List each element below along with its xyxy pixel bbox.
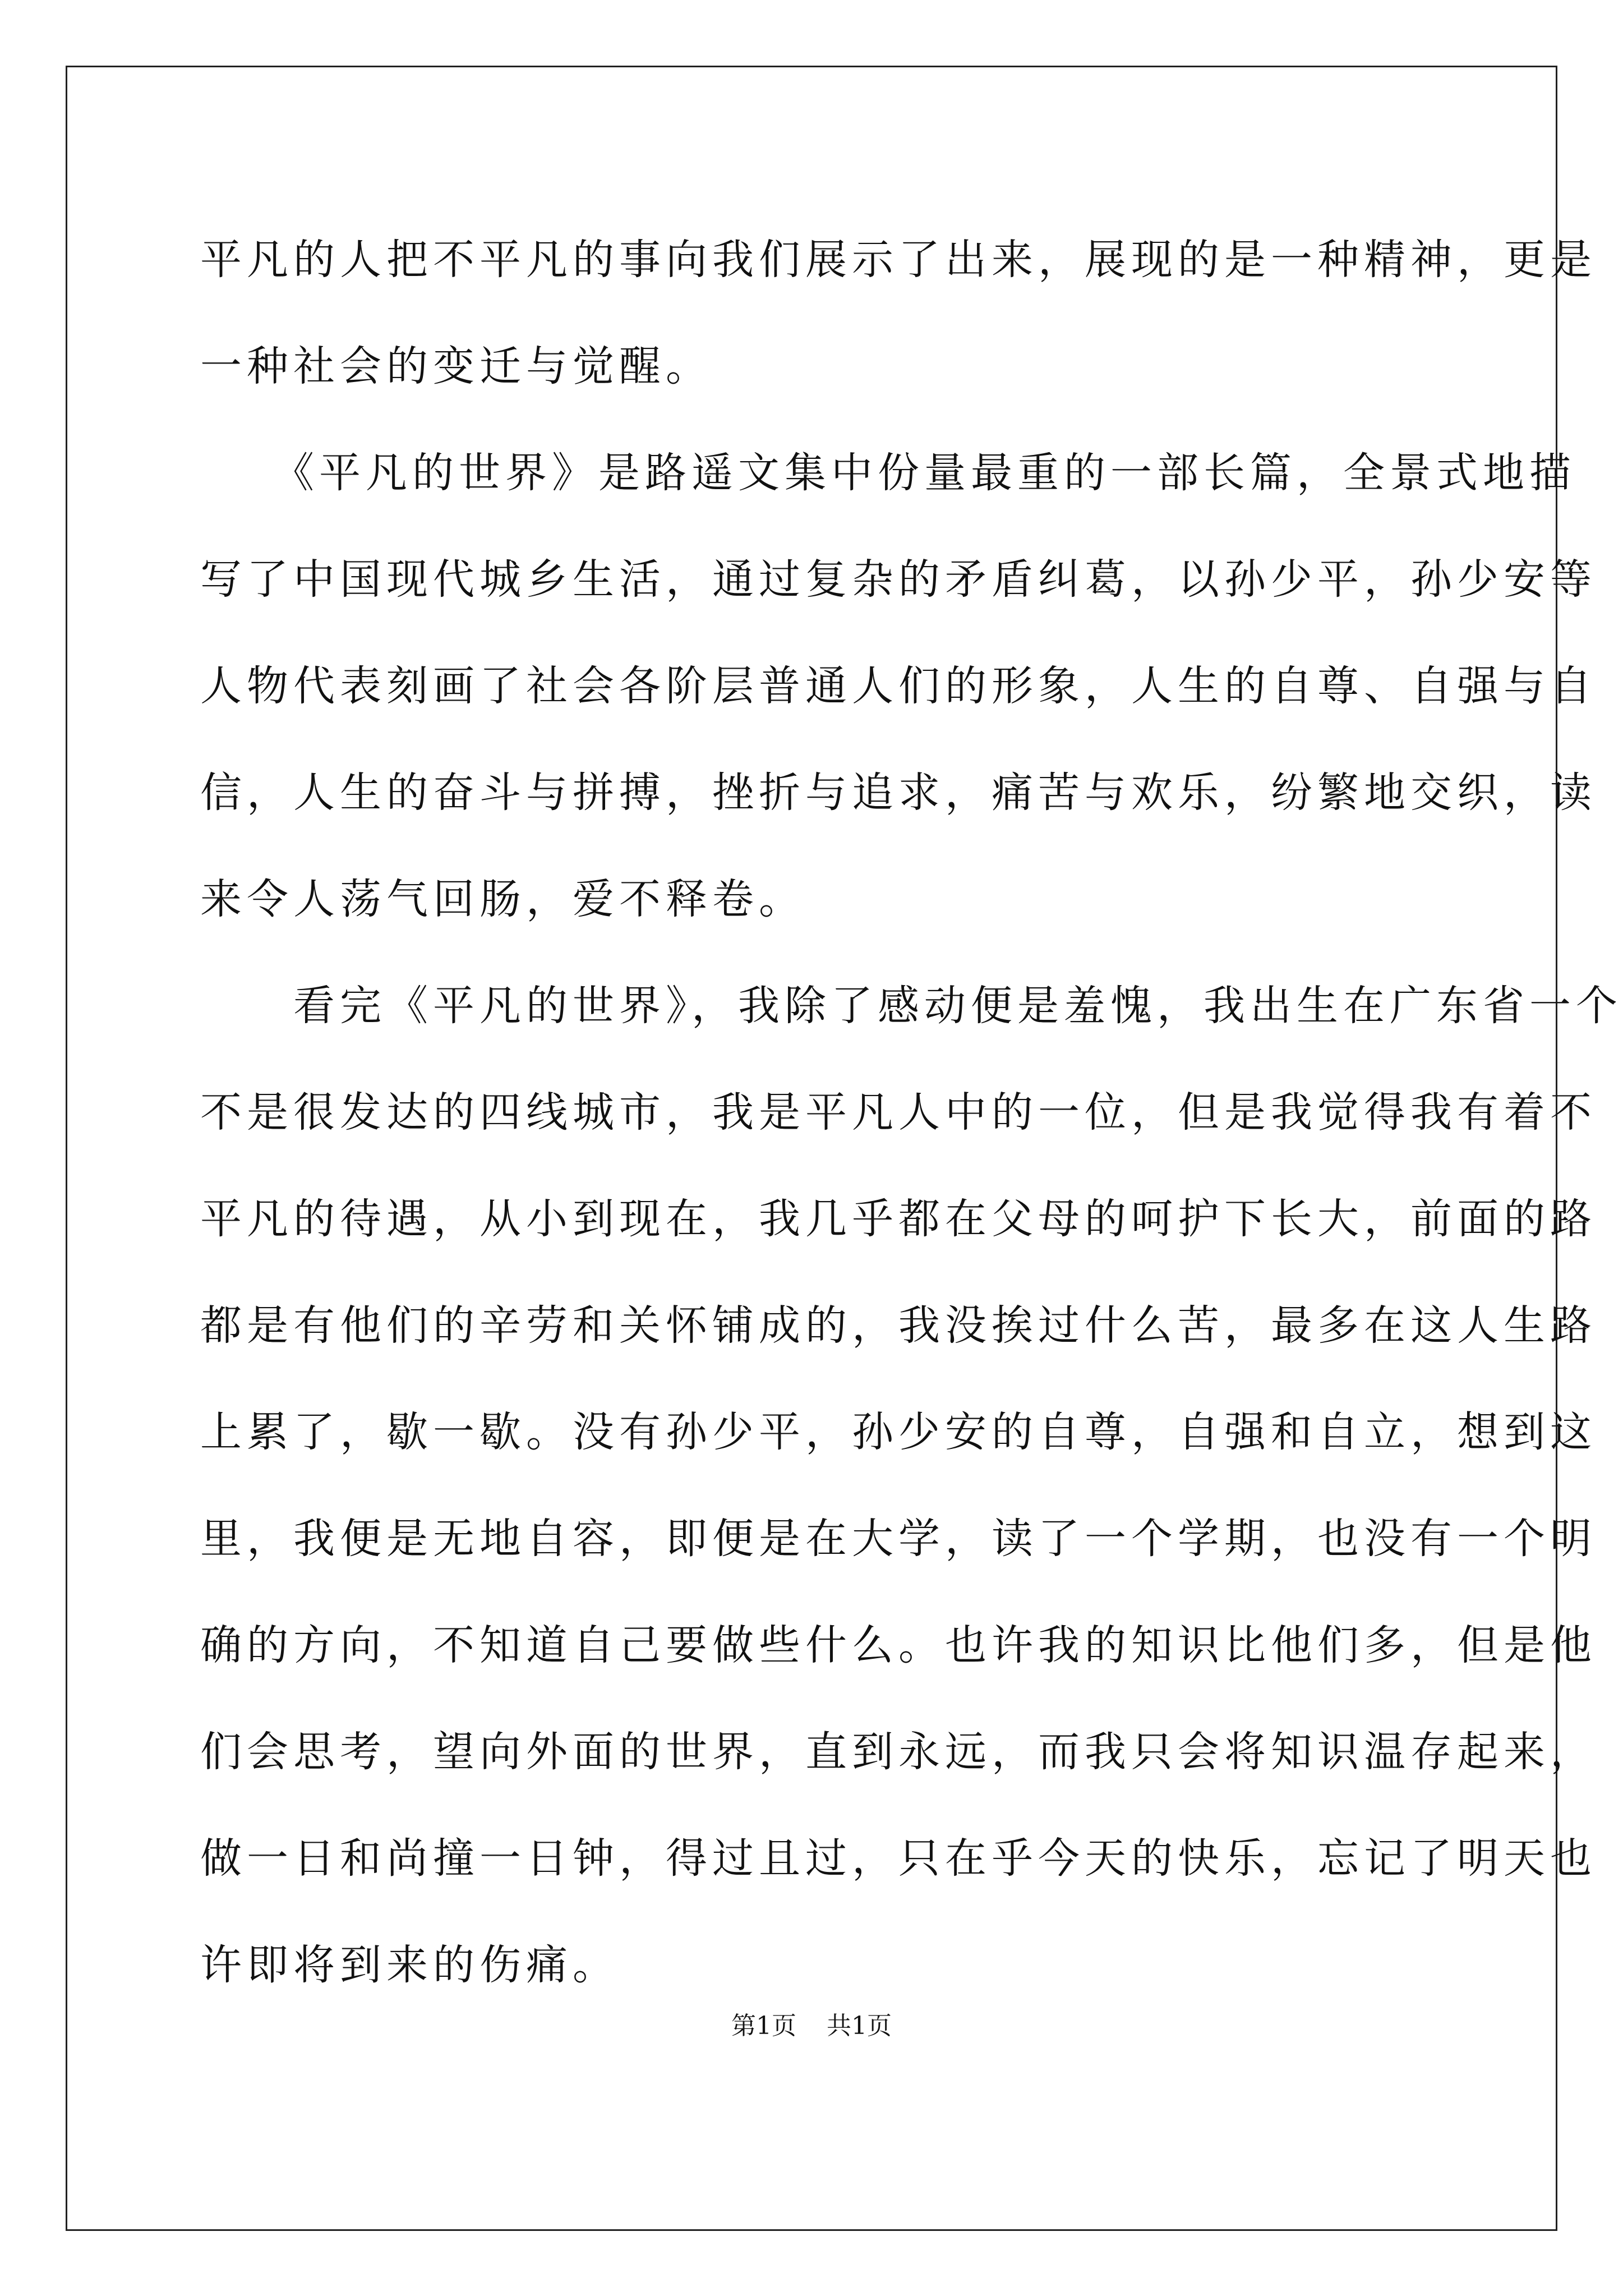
text-line: 不是很发达的四线城市，我是平凡人中的一位，但是我觉得我有着不 — [200, 1088, 1597, 1137]
text-line: 平凡的待遇，从小到现在，我几乎都在父母的呵护下长大，前面的路 — [200, 1195, 1597, 1243]
text-line: 里，我便是无地自容，即便是在大学，读了一个学期，也没有一个明 — [200, 1515, 1597, 1563]
text-line: 都是有他们的辛劳和关怀铺成的，我没挨过什么苦，最多在这人生路 — [200, 1301, 1597, 1350]
text-line: 人物代表刻画了社会各阶层普通人们的形象，人生的自尊、自强与自 — [200, 662, 1597, 710]
text-line: 许即将到来的伤痛。 — [200, 1941, 619, 1989]
page-total: 共1页 — [827, 2012, 892, 2040]
page-number: 第1页 — [731, 2012, 796, 2040]
page-footer — [0, 2009, 1623, 2043]
text-line: 确的方向，不知道自己要做些什么。也许我的知识比他们多，但是他 — [200, 1621, 1597, 1669]
text-line: 《平凡的世界》是路遥文集中份量最重的一部长篇，全景式地描 — [200, 449, 1576, 497]
text-line: 看完《平凡的世界》，我除了感动便是羞愧，我出生在广东省一个 — [200, 982, 1622, 1030]
text-line: 上累了，歇一歇。没有孙少平，孙少安的自尊，自强和自立，想到这 — [200, 1408, 1597, 1456]
document-body — [200, 206, 1622, 2018]
text-line: 来令人荡气回肠，爱不释卷。 — [200, 875, 805, 923]
text-line: 平凡的人把不平凡的事向我们展示了出来，展现的是一种精神，更是 — [200, 236, 1597, 284]
text-line: 们会思考，望向外面的世界，直到永远，而我只会将知识温存起来， — [200, 1728, 1597, 1776]
text-line: 一种社会的变迁与觉醒。 — [200, 342, 712, 390]
text-line: 信，人生的奋斗与拼搏，挫折与追求，痛苦与欢乐，纷繁地交织，读 — [200, 769, 1597, 817]
text-line: 做一日和尚撞一日钟，得过且过，只在乎今天的快乐，忘记了明天也 — [200, 1834, 1597, 1883]
text-line: 写了中国现代城乡生活，通过复杂的矛盾纠葛，以孙少平，孙少安等 — [200, 555, 1597, 604]
